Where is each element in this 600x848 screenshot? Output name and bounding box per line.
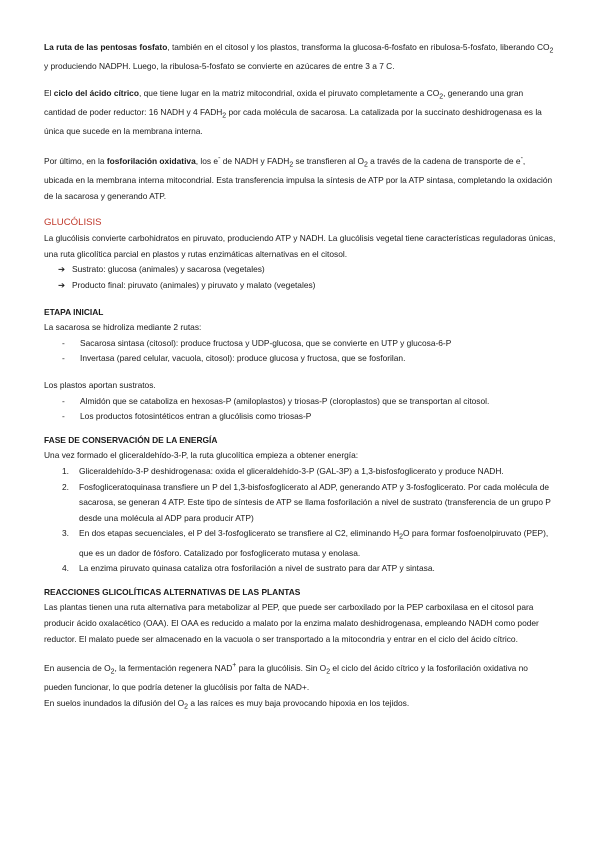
paragraph-ciclo-acido-citrico: El ciclo del ácido cítrico, que tiene lugar en la matriz mitocondrial, oxida el piruvato completamente a $CO_2$, generando una gran cantidad de poder reductor: 16 NADH y 4 $FADH_2$ por cada molécula de sacarosa. La catalizada por la succinato deshidrogenasa es la única que sucede en la membrana interna. xyxy=(44,87,542,137)
list-item: ➔ Producto final: piruvato (animales) y piruvato y malato (vegetales) xyxy=(58,278,556,294)
plastos-list xyxy=(44,394,556,425)
glucolisis-bullet-list xyxy=(44,262,556,293)
conservacion-numbered-list xyxy=(44,464,556,577)
list-item: - Invertasa (pared celular, vacuola, citosol): produce glucosa y fructosa, que se fosforilan. xyxy=(62,353,406,364)
arrow-icon: ➔ xyxy=(58,280,66,291)
document-page xyxy=(44,40,556,715)
section-title-conservacion: FASE DE CONSERVACIÓN DE LA ENERGÍA xyxy=(44,434,218,445)
arrow-icon: ➔ xyxy=(58,264,66,275)
list-item: ➔ Sustrato: glucosa (animales) y sacarosa (vegetales) xyxy=(58,262,556,278)
paragraph-pentosas: La ruta de las pentosas fosfato, también en el citosol y los plastos, transforma la glucosa-6-fosfato en ribulosa-5-fosfato, liberando $CO_2$ y produciendo NADPH. Luego, la ribulosa-5-fosfato se convierte en azúcares de entre 3 a 7 C. xyxy=(44,42,554,72)
etapa-inicial-list xyxy=(44,336,556,367)
paragraph-etapa-inicial: La sacarosa se hidroliza mediante 2 rutas: xyxy=(44,322,202,333)
paragraph-plastos: Los plastos aportan sustratos. xyxy=(44,379,156,390)
paragraph-conservacion: Una vez formado el gliceraldehído-3-P, la ruta glucolítica empieza a obtener energía: xyxy=(44,450,359,461)
section-title-glucolisis: GLUCÓLISIS xyxy=(44,217,102,229)
paragraph-alternativas: Las plantas tienen una ruta alternativa para metabolizar al PEP, que puede ser carboxilado por la PEP carboxilasa en el citosol para producir ácido oxalacético (OAA). El OAA es reducido a malato por la enzima malato deshidrogenasa, empleando NADH como poder reductor. El malato puede ser almacenado en la vacuola o ser transportado a la mitocondria y entrar en el ciclo del ácido cítrico. xyxy=(44,602,539,644)
list-item: - Almidón que se cataboliza en hexosas-P (amiloplastos) y triosas-P (cloroplastos) que se transportan al citosol. xyxy=(62,395,490,406)
section-title-alternativas: REACCIONES GLICOLÍTICAS ALTERNATIVAS DE LAS PLANTAS xyxy=(44,586,301,597)
list-item: 3. En dos etapas secuenciales, el P del 3-fosfoglicerato se transfiere al C2, eliminando $H_2O$ para formar fosfoenolpiruvato (PEP), que es un dador de fósforo. Catalizado por fosfoglicerato mutasa y enolasa. xyxy=(62,528,549,558)
paragraph-suelos-inundados: En suelos inundados la difusión del $O_2$ a las raíces es muy baja provocando hipoxia en los tejidos. xyxy=(44,697,410,711)
list-item: - Sacarosa sintasa (citosol): produce fructosa y UDP-glucosa, que se convierte en UTP y glucosa-6-P xyxy=(62,337,452,348)
paragraph-fosforilacion-oxidativa: Por último, en la fosforilación oxidativa, los e- de NADH y $FADH_2$ se transfieren al $O_2$ a través de la cadena de transporte de e-, ubicada en la membrana interna mitocondrial. Esta transferencia impulsa la síntesis de ATP por la ATP sintasa, completando la oxidación de la sacarosa y generando ATP. xyxy=(44,154,553,201)
list-item: 2. Fosfogliceratoquinasa transfiere un P del 1,3-bisfosfoglicerato al ADP, generando ATP y 3-fosfoglicerato. Por cada molécula de sacarosa, se generan 4 ATP. Este tipo de síntesis de ATP se llama fosforilación a nivel de sustrato (transferencia de un grupo P desde una molécula al ADP para producir ATP) xyxy=(62,481,551,523)
list-item: - Los productos fotosintéticos entran a glucólisis como triosas-P xyxy=(62,411,312,422)
list-item: 4. La enzima piruvato quinasa cataliza otra fosforilación a nivel de sustrato para dar ATP y sintasa. xyxy=(62,563,435,574)
section-title-etapa-inicial: ETAPA INICIAL xyxy=(44,306,104,317)
paragraph-fermentacion: En ausencia de $O_2$, la fermentación regenera NAD+ para la glucólisis. Sin $O_2$ el ciclo del ácido cítrico y la fosforilación oxidativa no pueden funcionar, lo que podría detener la glucólisis por falta de NAD+. xyxy=(44,662,528,693)
paragraph-glucolisis: La glucólisis convierte carbohidratos en piruvato, produciendo ATP y NADH. La glucólisis vegetal tiene características reguladoras únicas, una ruta glicolítica parcial en plastos y rutas enzimáticas alternativas en el citosol. xyxy=(44,233,556,259)
list-item: 1. Gliceraldehído-3-P deshidrogenasa: oxida el gliceraldehído-3-P (GAL-3P) a 1,3-bisfosfoglicerato y produce NADH. xyxy=(62,465,504,476)
